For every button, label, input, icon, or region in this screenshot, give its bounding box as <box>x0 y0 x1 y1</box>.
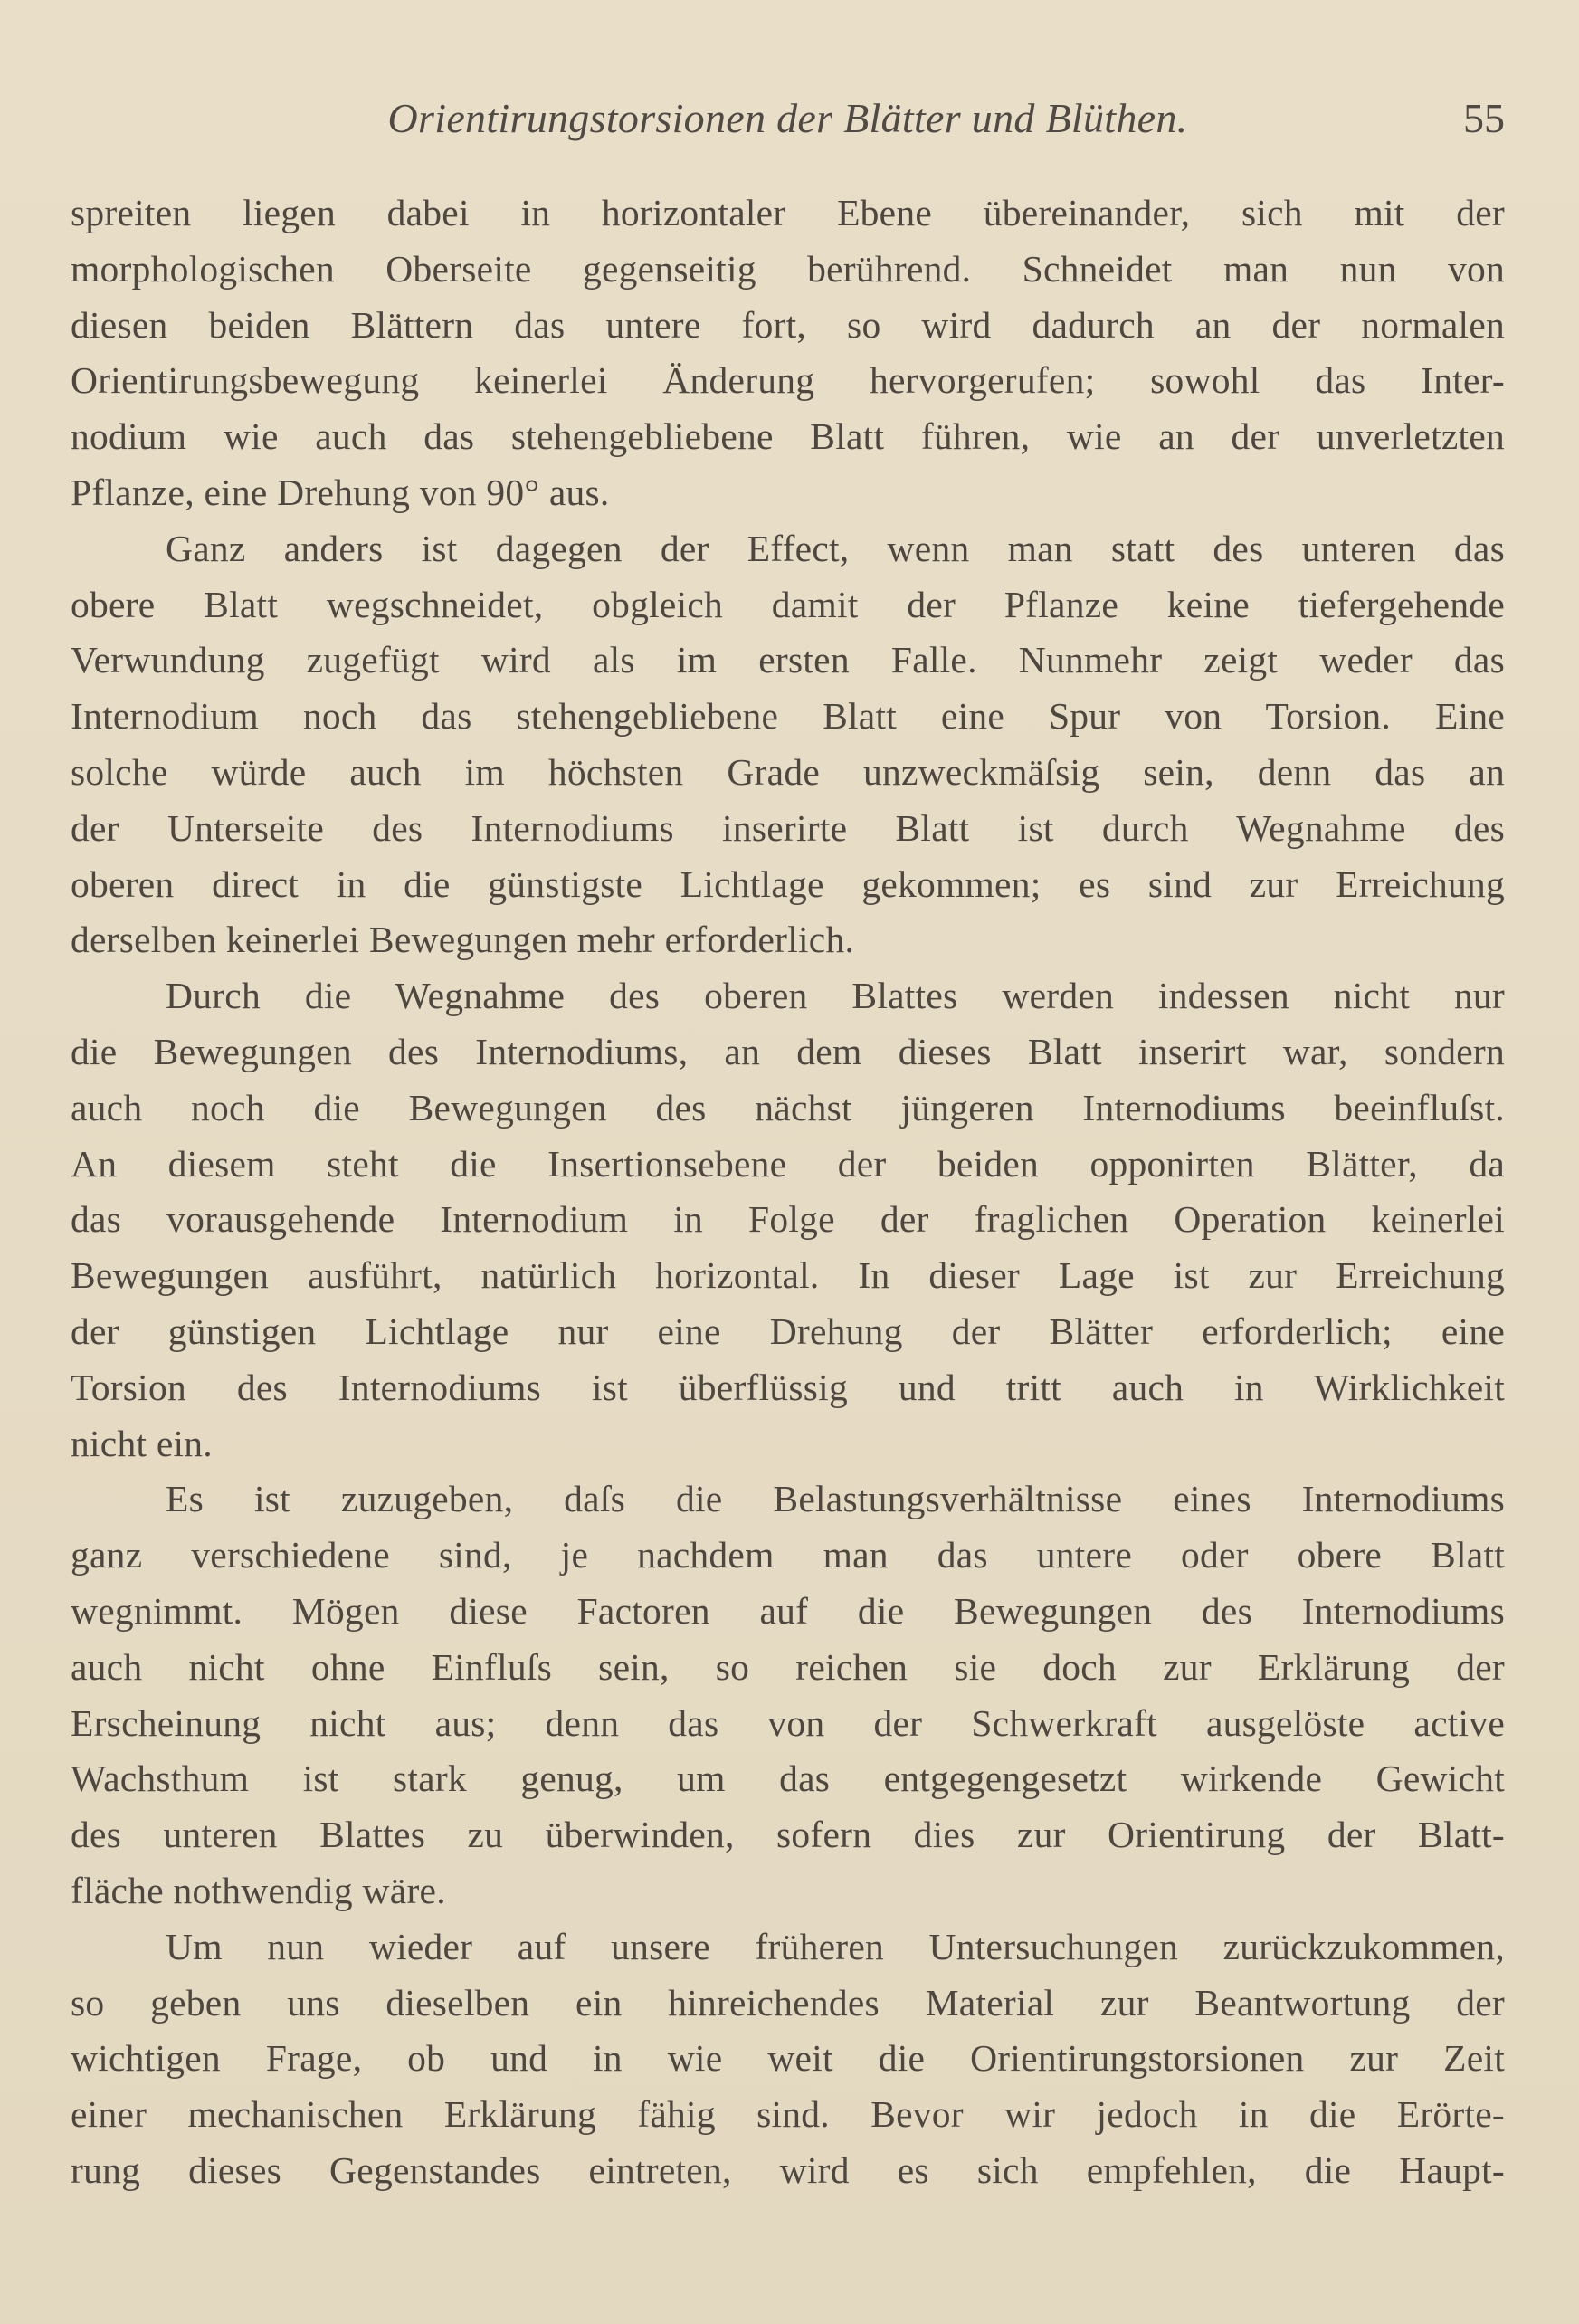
text-line: nodium wie auch das stehengebliebene Blatt führen, wie an der unverletzten <box>71 415 1505 458</box>
text-line: Pflanze, eine Drehung von 90° aus. <box>71 471 610 513</box>
text-line: das vorausgehende Internodium in Folge der fraglichen Operation keinerlei <box>71 1198 1505 1241</box>
text-line: ganz verschiedene sind, je nachdem man das untere oder obere Blatt <box>71 1534 1505 1576</box>
text-line: wichtigen Frage, ob und in wie weit die Orientirungstorsionen zur Zeit <box>71 2037 1505 2080</box>
text-line: fläche nothwendig wäre. <box>71 1869 446 1911</box>
text-line: An diesem steht die Insertionsebene der beiden opponirten Blätter, da <box>71 1142 1505 1185</box>
text-line: Internodium noch das stehengebliebene Blatt eine Spur von Torsion. Eine <box>71 695 1505 738</box>
text-line: derselben keinerlei Bewegungen mehr erforderlich. <box>71 919 855 961</box>
text-line: rung dieses Gegenstandes eintreten, wird es sich empfehlen, die Haupt- <box>71 2148 1505 2191</box>
text-line: Um nun wieder auf unsere früheren Untersuchungen zurückzukommen, <box>166 1925 1505 1967</box>
body-text <box>71 186 1505 2199</box>
text-line: obere Blatt wegschneidet, obgleich damit der Pflanze keine tiefergehende <box>71 583 1505 625</box>
text-line: die Bewegungen des Internodiums, an dem dieses Blatt inserirt war, sondern <box>71 1030 1505 1072</box>
running-title: Orientirungstorsionen der Blätter und Blüthen. <box>387 95 1188 141</box>
text-line: Wachsthum ist stark genug, um das entgegengesetzt wirkende Gewicht <box>71 1757 1505 1800</box>
text-line: der Unterseite des Internodiums inserirte Blatt ist durch Wegnahme des <box>71 806 1505 849</box>
text-line: Bewegungen ausführt, natürlich horizontal. In dieser Lage ist zur Erreichung <box>71 1254 1505 1297</box>
text-line: solche würde auch im höchsten Grade unzweckmäſsig sein, denn das an <box>71 750 1505 793</box>
text-line: der günstigen Lichtlage nur eine Drehung der Blätter erforderlich; eine <box>71 1310 1505 1352</box>
text-line: diesen beiden Blättern das untere fort, so wird dadurch an der normalen <box>71 303 1505 346</box>
text-line: Erscheinung nicht aus; denn das von der Schwerkraft ausgelöste active <box>71 1701 1505 1744</box>
page-header <box>71 87 1505 150</box>
text-line: auch nicht ohne Einfluſs sein, so reichen sie doch zur Erklärung der <box>71 1645 1505 1688</box>
text-line: Durch die Wegnahme des oberen Blattes werden indessen nicht nur <box>166 975 1505 1017</box>
text-line: spreiten liegen dabei in horizontaler Ebene übereinander, sich mit der <box>71 192 1505 233</box>
text-line: Es ist zuzugeben, daſs die Belastungsverhältnisse eines Internodiums <box>166 1478 1505 1520</box>
text-line: so geben uns dieselben ein hinreichendes Material zur Beantwortung der <box>71 1981 1505 2024</box>
text-line: Torsion des Internodiums ist überflüssig und tritt auch in Wirklichkeit <box>71 1366 1505 1408</box>
text-line: des unteren Blattes zu überwinden, sofern dies zur Orientirung der Blatt- <box>71 1814 1505 1856</box>
text-line: Ganz anders ist dagegen der Effect, wenn man statt des unteren das <box>166 527 1505 569</box>
text-line: wegnimmt. Mögen diese Factoren auf die Bewegungen des Internodiums <box>71 1589 1505 1632</box>
text-line: oberen direct in die günstigste Lichtlage gekommen; es sind zur Erreichung <box>71 862 1505 905</box>
page-number: 55 <box>1463 95 1505 141</box>
text-line: nicht ein. <box>71 1422 213 1464</box>
text-line: Orientirungsbewegung keinerlei Änderung hervorgerufen; sowohl das Inter- <box>71 359 1505 402</box>
text-line: auch noch die Bewegungen des nächst jüngeren Internodiums beeinfluſst. <box>71 1086 1505 1129</box>
text-line: Verwundung zugefügt wird als im ersten Falle. Nunmehr zeigt weder das <box>71 639 1505 681</box>
text-line: morphologischen Oberseite gegenseitig berührend. Schneidet man nun von <box>71 247 1505 290</box>
text-line: einer mechanischen Erklärung fähig sind. Bevor wir jedoch in die Erörte- <box>71 2093 1505 2136</box>
